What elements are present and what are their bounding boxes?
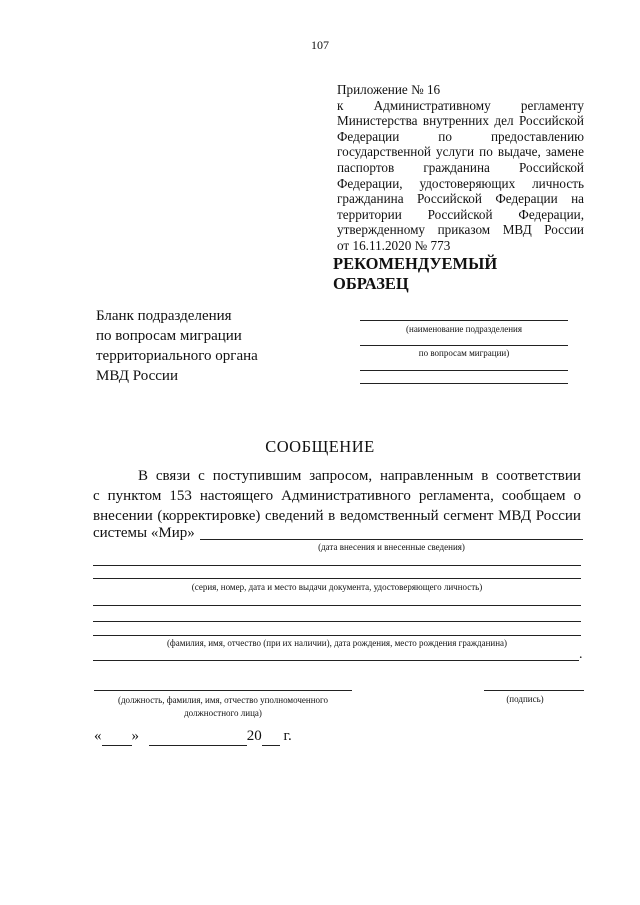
body-line-word: ведомственный bbox=[339, 508, 439, 524]
body-line-word: с bbox=[93, 488, 100, 504]
fill-line-1 bbox=[93, 565, 581, 566]
body-line-word: регламента, bbox=[418, 488, 494, 504]
body-line-word: 153 bbox=[169, 488, 192, 504]
caption-migration: по вопросам миграции) bbox=[418, 348, 510, 358]
subdivision-name-line-3 bbox=[360, 370, 568, 371]
system-mir-prefix: системы «Мир» bbox=[93, 525, 195, 541]
appendix-line-word: Российской bbox=[427, 206, 493, 222]
date-open-quote: « bbox=[94, 728, 102, 744]
appendix-line-word: России bbox=[544, 222, 584, 238]
blank-line: территориального органа bbox=[96, 348, 258, 364]
appendix-line bbox=[337, 222, 584, 238]
blank-line: МВД России bbox=[96, 368, 178, 384]
appendix-line bbox=[337, 176, 584, 192]
appendix-line-word: замене bbox=[545, 144, 584, 160]
date-field bbox=[94, 728, 292, 746]
fill-line-4 bbox=[93, 621, 581, 622]
appendix-line-word: государственной bbox=[337, 144, 431, 160]
appendix-line bbox=[337, 191, 584, 207]
appendix-line-word: на bbox=[571, 191, 584, 207]
recommended-line-2: ОБРАЗЕЦ bbox=[333, 274, 409, 293]
body-line-word: поступившим bbox=[212, 468, 302, 484]
appendix-line-word: удостоверяющих bbox=[419, 175, 516, 191]
body-line-word: в bbox=[328, 508, 336, 524]
appendix-line-word: предоставлению bbox=[490, 128, 584, 144]
fill-line-5 bbox=[93, 635, 581, 636]
appendix-line-word: Российской bbox=[519, 159, 584, 175]
caption-subdivision-name: (наименование подразделения bbox=[406, 324, 522, 334]
body-line-word: о bbox=[573, 488, 581, 504]
appendix-line-word: территории bbox=[337, 206, 402, 222]
body-line-word: в bbox=[481, 468, 489, 484]
official-position-line bbox=[94, 690, 352, 691]
fill-line-6 bbox=[93, 660, 579, 661]
body-line bbox=[93, 466, 581, 486]
appendix-line-word: гражданина bbox=[423, 159, 490, 175]
document-title: СООБЩЕНИЕ bbox=[265, 437, 375, 456]
appendix-line-word: МВД bbox=[502, 222, 532, 238]
body-line-word: России bbox=[535, 508, 581, 524]
fill-line-2 bbox=[93, 578, 581, 579]
appendix-line-word: Административному bbox=[373, 97, 491, 113]
appendix-reference bbox=[337, 82, 584, 254]
caption-signature: (подпись) bbox=[506, 694, 544, 704]
appendix-line-word: по bbox=[438, 128, 452, 144]
appendix-line-word: услуги bbox=[436, 144, 475, 160]
date-close-quote: » bbox=[131, 728, 139, 744]
body-line-word: внесении bbox=[93, 508, 153, 524]
appendix-line-word: утвержденному bbox=[337, 222, 426, 238]
appendix-line-word: Федерации bbox=[495, 191, 558, 207]
appendix-line-word: Приложение № 16 bbox=[337, 82, 441, 97]
date-day-blank bbox=[102, 728, 132, 746]
appendix-line bbox=[337, 82, 584, 98]
appendix-line-word: Российской bbox=[416, 191, 482, 207]
body-line-word: соответствии bbox=[496, 468, 581, 484]
subdivision-name-line-2 bbox=[360, 345, 568, 346]
appendix-line-word: паспортов bbox=[337, 159, 395, 175]
caption-position-line-2: должностного лица) bbox=[184, 708, 262, 718]
body-line bbox=[93, 506, 581, 526]
signature-line bbox=[484, 690, 584, 691]
date-month-blank bbox=[149, 728, 247, 746]
appendix-line-word: выдаче, bbox=[497, 144, 541, 160]
subdivision-name-line-4 bbox=[360, 383, 568, 384]
date-year-prefix: 20 bbox=[246, 728, 262, 744]
appendix-line bbox=[337, 238, 584, 254]
body-line-word: связи bbox=[155, 468, 191, 484]
appendix-line-word: Федерации, bbox=[337, 175, 403, 191]
body-line-word: сообщаем bbox=[501, 488, 566, 504]
appendix-line bbox=[337, 160, 584, 176]
appendix-line bbox=[337, 144, 584, 160]
recommended-sample-heading bbox=[333, 254, 497, 294]
subdivision-blank-label bbox=[96, 306, 258, 386]
appendix-line-word: регламенту bbox=[520, 97, 584, 113]
caption-person: (фамилия, имя, отчество (при их наличии), дата рождения, место рождения гражданина) bbox=[166, 638, 508, 648]
body-line-word: запросом, bbox=[309, 468, 373, 484]
trailing-dot: . bbox=[579, 647, 583, 662]
appendix-line-word: Федерации, bbox=[518, 206, 584, 222]
recommended-line-1: РЕКОМЕНДУЕМЫЙ bbox=[333, 254, 498, 273]
fill-line-3 bbox=[93, 605, 581, 606]
body-line-word: сведений bbox=[265, 508, 324, 524]
appendix-line-word: внутренних bbox=[422, 113, 489, 129]
appendix-line-word: приказом bbox=[437, 222, 491, 238]
body-line bbox=[93, 486, 581, 506]
appendix-line-word: гражданина bbox=[337, 191, 404, 207]
body-line-word: (корректировке) bbox=[157, 508, 261, 524]
caption-position-line-1: (должность, фамилия, имя, отчество уполномоченного bbox=[117, 695, 329, 705]
body-line-word: с bbox=[198, 468, 205, 484]
appendix-line-word: по bbox=[479, 144, 493, 160]
body-line-word: сегмент bbox=[443, 508, 494, 524]
subdivision-name-line-1 bbox=[360, 320, 568, 321]
appendix-line bbox=[337, 129, 584, 145]
caption-document: (серия, номер, дата и место выдачи документа, удостоверяющего личность) bbox=[191, 582, 483, 592]
body-line-word: пунктом bbox=[107, 488, 162, 504]
caption-official-position bbox=[94, 694, 352, 720]
appendix-line-word: к bbox=[337, 97, 344, 113]
fill-line-date bbox=[200, 539, 583, 540]
body-line-word: Административного bbox=[281, 488, 411, 504]
appendix-line-word: дел bbox=[494, 113, 514, 129]
appendix-line bbox=[337, 113, 584, 129]
body-line-word: МВД bbox=[498, 508, 532, 524]
appendix-line-word: от 16.11.2020 № 773 bbox=[337, 237, 451, 253]
appendix-line-word: Федерации bbox=[337, 128, 400, 144]
appendix-line-word: Министерства bbox=[337, 113, 418, 129]
blank-line: Бланк подразделения bbox=[96, 308, 232, 324]
blank-line: по вопросам миграции bbox=[96, 328, 242, 344]
body-line-word: направленным bbox=[380, 468, 474, 484]
caption-date-info: (дата внесения и внесенные сведения) bbox=[318, 542, 465, 552]
page-number: 107 bbox=[311, 38, 329, 52]
appendix-line-word: Российской bbox=[518, 113, 584, 129]
appendix-line bbox=[337, 98, 584, 114]
appendix-line bbox=[337, 207, 584, 223]
date-year-suffix: г. bbox=[283, 728, 292, 744]
date-year-blank bbox=[262, 728, 280, 746]
appendix-line-word: личность bbox=[532, 175, 584, 191]
message-body bbox=[93, 466, 581, 526]
body-line-word: настоящего bbox=[199, 488, 274, 504]
body-line-word: В bbox=[138, 468, 149, 484]
